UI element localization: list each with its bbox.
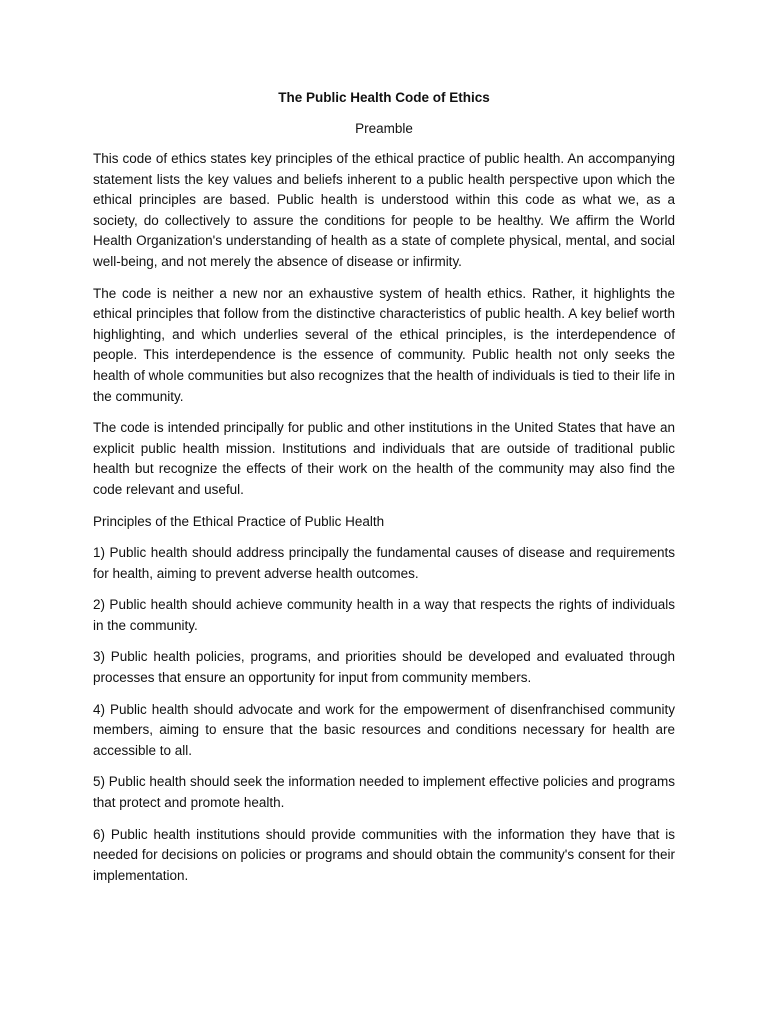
- preamble-paragraph-3: The code is intended principally for public and other institutions in the United States that have an explicit public health mission. Institutions and individuals that are outside of traditional public health but recognize the effects of their work on the health of the community may also find the code relevant and useful.: [93, 420, 675, 497]
- document-page: [93, 88, 675, 897]
- principles-heading: Principles of the Ethical Practice of Public Health: [93, 513, 385, 529]
- principle-3: 3) Public health policies, programs, and priorities should be developed and evaluated through processes that ensure an opportunity for input from community members.: [93, 649, 675, 686]
- document-subtitle: Preamble: [355, 121, 413, 136]
- document-title: The Public Health Code of Ethics: [278, 90, 490, 105]
- preamble-paragraph-2: The code is neither a new nor an exhaustive system of health ethics. Rather, it highlights the ethical principles that follow from the distinctive characteristics of public health. A key belief worth highlighting, and which underlies several of the ethical principles, is the interdependence of people. This interdependence is the essence of community. Public health not only seeks the health of whole communities but also recognizes that the health of individuals is tied to their life in the community.: [93, 285, 675, 404]
- principle-2: 2) Public health should achieve community health in a way that respects the rights of individuals in the community.: [93, 597, 675, 633]
- principle-4: 4) Public health should advocate and work for the empowerment of disenfranchised community members, aiming to ensure that the basic resources and conditions necessary for health are accessible to all.: [93, 701, 675, 758]
- principle-6: 6) Public health institutions should provide communities with the information they have that is needed for decisions on policies or programs and should obtain the community's consent for their implementation.: [93, 826, 675, 883]
- preamble-paragraph-1: This code of ethics states key principles of the ethical practice of public health. An accompanying statement lists the key values and beliefs inherent to a public health perspective upon which the ethical principles are based. Public health is understood within this code as what we, as a society, do collectively to assure the conditions for people to be healthy. We affirm the World Health Organization's understanding of health as a state of complete physical, mental, and social well-being, and not merely the absence of disease or infirmity.: [93, 151, 675, 269]
- principle-5: 5) Public health should seek the information needed to implement effective policies and programs that protect and promote health.: [93, 774, 675, 811]
- principle-1: 1) Public health should address principally the fundamental causes of disease and requirements for health, aiming to prevent adverse health outcomes.: [93, 545, 675, 581]
